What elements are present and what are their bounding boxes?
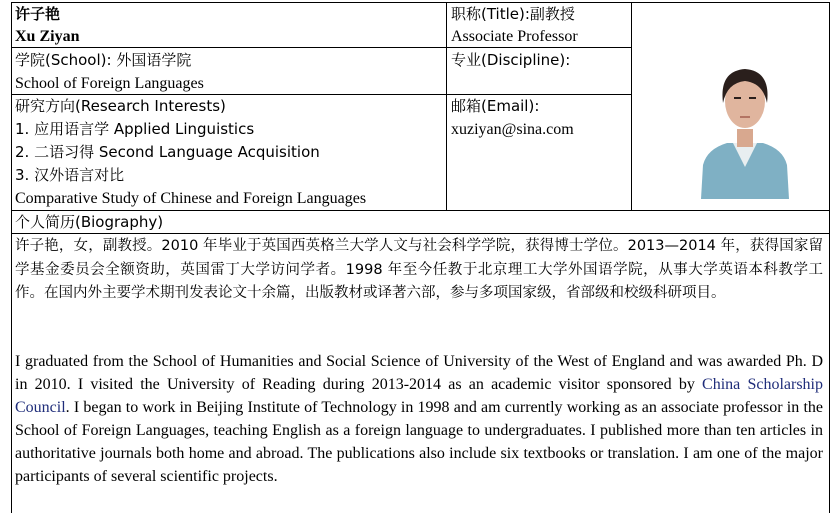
research-item-2: 2. 二语习得 Second Language Acquisition — [15, 143, 320, 161]
grid-line-top — [11, 2, 830, 3]
email-value[interactable]: xuziyan@sina.com — [451, 121, 574, 138]
name-english: Xu Ziyan — [15, 28, 80, 45]
grid-line-photo — [631, 2, 632, 210]
research-item-1: 1. 应用语言学 Applied Linguistics — [15, 120, 255, 138]
email-label: 邮箱(Email): — [451, 97, 540, 115]
grid-line-right — [829, 2, 830, 513]
research-item-3: 3. 汉外语言对比 — [15, 166, 125, 184]
school-label: 学院(School): 外国语学院 — [15, 51, 192, 69]
title-english: Associate Professor — [451, 28, 578, 45]
school-english: School of Foreign Languages — [15, 75, 204, 92]
biography-english — [15, 350, 823, 488]
csc-link[interactable]: China Scholarship Council — [15, 376, 823, 416]
grid-line-mid — [446, 2, 447, 210]
research-item-3-english: Comparative Study of Chinese and Foreign Languages — [15, 190, 367, 207]
name-chinese: 许子艳 — [15, 5, 61, 23]
grid-line-left — [11, 2, 12, 513]
biography-english-part2: . I began to work in Beijing Institute of Technology in 1998 and am currently working as an associate professor in the School of Foreign Languages, teaching English as a foreign language to undergraduates. I published more than ten articles in authoritative journals both home and abroad. The publications also include six textbooks or translation. I am one of the major participants of several scientific projects. — [15, 399, 823, 485]
profile-photo — [697, 45, 793, 199]
biography-english-part1: I graduated from the School of Humanities and Social Science of University of the West of England and was awarded Ph. D in 2010. I visited the University of Reading during 2013-2014 as an academic visitor sponsored by — [15, 353, 823, 393]
biography-label: 个人简历(Biography) — [15, 213, 164, 231]
discipline-label: 专业(Discipline): — [451, 51, 571, 69]
title-label: 职称(Title):副教授 — [451, 5, 575, 23]
biography-chinese: 许子艳，女，副教授。2010 年毕业于英国西英格兰大学人文与社会科学学院，获得博士学位。2013—2014 年，获得国家留学基金委员会全额资助，英国雷丁大学访问学者。1998 年至今任教于北京理工大学外国语学院，从事大学英语本科教学工作。在国内外主要学术期刊发表论文十余篇，出版教材或译著六部，参与多项国家级，省部级和校级科研项目。 — [15, 238, 823, 301]
research-label: 研究方向(Research Interests) — [15, 97, 226, 115]
